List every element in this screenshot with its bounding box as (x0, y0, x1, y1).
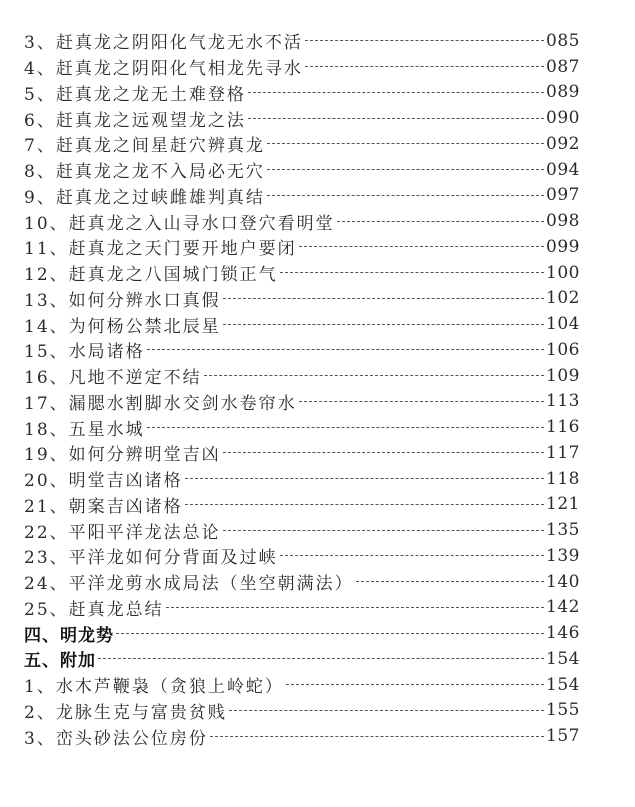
toc-section-heading (24, 646, 580, 672)
toc-entry (24, 234, 580, 260)
toc-entry-title: 13、如何分辨水口真假 (24, 290, 221, 311)
toc-page-number: 099 (546, 236, 580, 257)
toc-section-heading (24, 620, 580, 646)
toc-entry-title: 15、水局诸格 (24, 342, 145, 363)
toc-page-number: 104 (546, 314, 580, 335)
toc-entry-title: 6、赶真龙之远观望龙之法 (24, 110, 246, 131)
toc-page-number: 090 (546, 108, 580, 129)
toc-entry (24, 517, 580, 543)
toc-entry (24, 363, 580, 389)
toc-entry (24, 672, 580, 698)
toc-page-number: 089 (546, 82, 580, 103)
dotted-leader (147, 349, 544, 350)
toc-page-number: 140 (546, 571, 580, 592)
toc-entry-title: 12、赶真龙之八国城门锁正气 (24, 265, 278, 286)
toc-page-number: 094 (546, 159, 580, 180)
toc-entry-title: 24、平洋龙剪水成局法（坐空朝满法） (24, 574, 354, 595)
toc-page-number: 157 (546, 726, 580, 747)
dotted-leader (267, 195, 544, 196)
toc-entry-title: 25、赶真龙总结 (24, 599, 164, 620)
toc-entry (24, 28, 580, 54)
dotted-leader (305, 40, 544, 41)
dotted-leader (299, 401, 544, 402)
toc-entry (24, 337, 580, 363)
toc-entry-title: 3、峦头砂法公位房份 (24, 728, 208, 749)
toc-entry (24, 157, 580, 183)
toc-entry-title: 14、为何杨公禁北辰星 (24, 316, 221, 337)
toc-page-number: 154 (546, 674, 580, 695)
toc-page-number: 087 (546, 56, 580, 77)
toc-entry-title: 8、赶真龙之龙不入局必无穴 (24, 162, 265, 183)
dotted-leader (223, 452, 544, 453)
toc-page-number: 142 (546, 597, 580, 618)
toc-entry (24, 414, 580, 440)
toc-entry (24, 311, 580, 337)
dotted-leader (210, 736, 544, 737)
dotted-leader (185, 478, 544, 479)
dotted-leader (223, 324, 544, 325)
toc-entry (24, 723, 580, 749)
toc-entry (24, 105, 580, 131)
toc-entry-title: 3、赶真龙之阴阳化气龙无水不活 (24, 33, 303, 54)
toc-entry-title: 21、朝案吉凶诸格 (24, 496, 183, 517)
toc-page-number: 121 (546, 494, 580, 515)
dotted-leader (204, 375, 544, 376)
toc-page-number: 102 (546, 288, 580, 309)
toc-entry-title: 16、凡地不逆定不结 (24, 368, 202, 389)
dotted-leader (280, 555, 544, 556)
toc-page-number: 100 (546, 262, 580, 283)
dotted-leader (267, 143, 544, 144)
toc-entry (24, 698, 580, 724)
dotted-leader (280, 272, 544, 273)
dotted-leader (185, 504, 544, 505)
toc-page-number: 155 (546, 700, 580, 721)
dotted-leader (147, 427, 544, 428)
toc-entry (24, 131, 580, 157)
toc-entry (24, 54, 580, 80)
toc-entry-title: 四、明龙势 (24, 625, 114, 646)
dotted-leader (223, 298, 544, 299)
toc-entry (24, 80, 580, 106)
toc-page-number: 097 (546, 185, 580, 206)
dotted-leader (286, 684, 544, 685)
table-of-contents (24, 28, 580, 749)
toc-page-number: 109 (546, 365, 580, 386)
toc-entry (24, 260, 580, 286)
dotted-leader (356, 581, 544, 582)
toc-page-number: 146 (546, 623, 580, 644)
dotted-leader (223, 530, 544, 531)
toc-page-number: 116 (546, 417, 580, 438)
toc-entry-title: 19、如何分辨明堂吉凶 (24, 445, 221, 466)
dotted-leader (98, 658, 544, 659)
dotted-leader (248, 92, 544, 93)
toc-entry (24, 543, 580, 569)
toc-entry (24, 595, 580, 621)
toc-entry (24, 466, 580, 492)
dotted-leader (248, 118, 544, 119)
toc-entry (24, 440, 580, 466)
toc-entry-title: 18、五星水城 (24, 419, 145, 440)
toc-entry-title: 五、附加 (24, 651, 96, 672)
toc-entry-title: 5、赶真龙之龙无土难登格 (24, 84, 246, 105)
toc-entry (24, 208, 580, 234)
dotted-leader (116, 633, 544, 634)
dotted-leader (299, 246, 544, 247)
toc-entry-title: 17、漏腮水割脚水交剑水卷帘水 (24, 393, 297, 414)
toc-page-number: 085 (546, 30, 580, 51)
dotted-leader (267, 169, 544, 170)
toc-entry-title: 23、平洋龙如何分背面及过峡 (24, 548, 278, 569)
toc-page-number: 098 (546, 211, 580, 232)
toc-page-number: 139 (546, 545, 580, 566)
toc-page-number: 118 (546, 468, 580, 489)
toc-entry-title: 10、赶真龙之入山寻水口登穴看明堂 (24, 213, 335, 234)
dotted-leader (305, 66, 544, 67)
toc-page-number: 106 (546, 339, 580, 360)
toc-entry-title: 22、平阳平洋龙法总论 (24, 522, 221, 543)
dotted-leader (166, 607, 544, 608)
toc-entry-title: 11、赶真龙之天门要开地户要闭 (24, 239, 297, 260)
dotted-leader (337, 221, 544, 222)
toc-entry-title: 20、明堂吉凶诸格 (24, 471, 183, 492)
dotted-leader (229, 710, 544, 711)
toc-entry-title: 1、水木芦鞭袅（贪狼上岭蛇） (24, 677, 284, 698)
toc-page-number: 113 (546, 391, 580, 412)
toc-entry-title: 2、龙脉生克与富贵贫贱 (24, 702, 227, 723)
toc-page-number: 154 (546, 648, 580, 669)
toc-entry (24, 569, 580, 595)
toc-entry (24, 492, 580, 518)
toc-entry (24, 183, 580, 209)
toc-entry-title: 9、赶真龙之过峡雌雄判真结 (24, 187, 265, 208)
toc-entry-title: 7、赶真龙之间星赶穴辨真龙 (24, 136, 265, 157)
toc-page-number: 092 (546, 133, 580, 154)
toc-page-number: 117 (546, 442, 580, 463)
toc-entry-title: 4、赶真龙之阴阳化气相龙先寻水 (24, 59, 303, 80)
toc-entry (24, 286, 580, 312)
toc-entry (24, 389, 580, 415)
toc-page-number: 135 (546, 520, 580, 541)
